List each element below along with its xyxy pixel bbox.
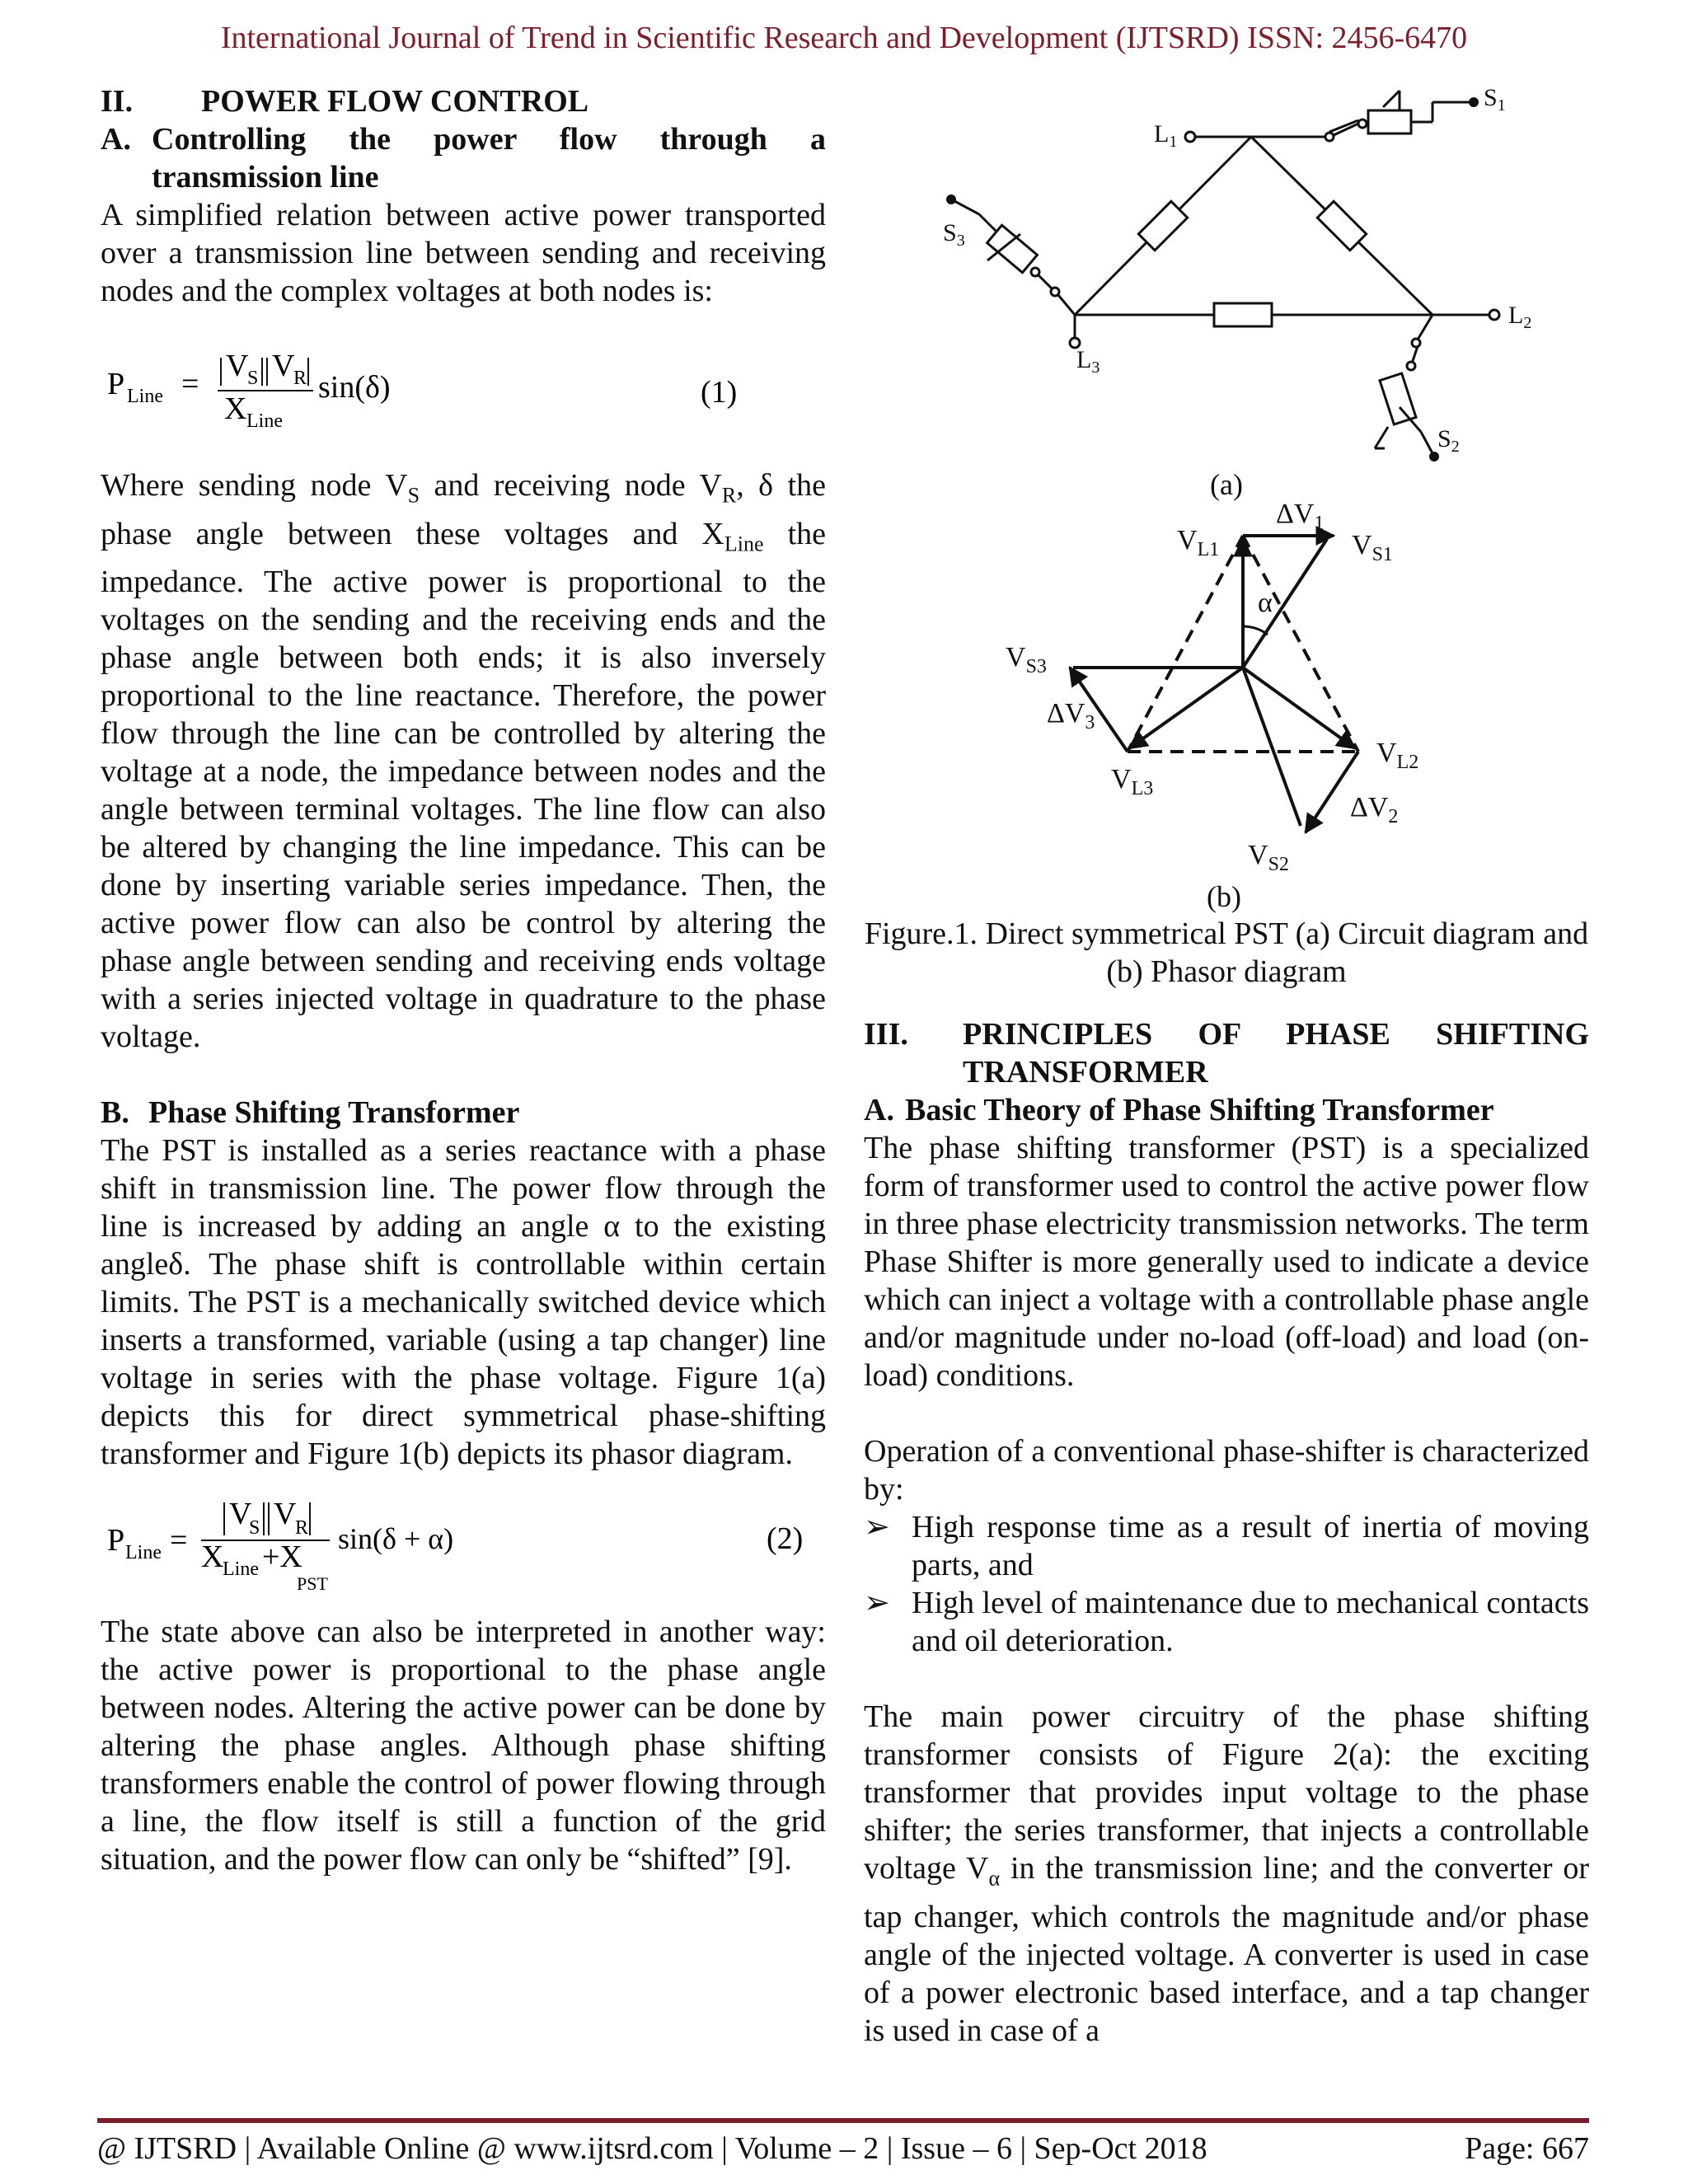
- equation-1: [101, 318, 826, 442]
- terminal-s2: [1429, 452, 1439, 462]
- figure-1b-label: (b): [1207, 880, 1241, 913]
- figure-1b-phasor: [864, 503, 1589, 915]
- label-vs2: $V_{S2}$: [1248, 840, 1289, 875]
- terminal-s3: [946, 194, 956, 204]
- paragraph-3c: [864, 1698, 1589, 2050]
- para-a2-sub-s: S: [407, 483, 420, 508]
- terminal-l1: [1185, 132, 1195, 142]
- terminal-l2: [1489, 310, 1499, 320]
- para-3c-text: in the transmission line; and the converter or tap changer, which controls the magnitude and/or phase angle of the injected voltage. A converter is used in case of a power electronic based interface, and a tap changer is used in case of a: [864, 1851, 1589, 2048]
- section-3-number: III.: [864, 1017, 908, 1052]
- eq2-num-v1: V: [229, 1497, 252, 1532]
- subsection-a-heading: [101, 120, 826, 196]
- section-2-heading: [101, 82, 826, 120]
- figure-1a-circuit: [864, 77, 1589, 506]
- regulating-winding-s2: [1380, 373, 1416, 424]
- paragraph-b: The PST is installed as a series reactance with a phase shift in transmission line. The power flow through the line is increased by adding an angle α to the existing angleδ. The phase shift is controllable within certain limits. The PST is a mechanically switched device which inserts a transformed, variable (using a tap changer) line voltage in series with the phase voltage. Figure 1(a) depicts this for direct symmetrical phase-shifting transformer and Figure 1(b) depicts its phasor diagram.: [101, 1133, 826, 1472]
- label-vl2: $V_{L2}$: [1376, 738, 1419, 773]
- subsection-3a-label: A.: [864, 1093, 894, 1127]
- eq2-sub-r: R: [295, 1517, 309, 1540]
- label-vs1: $V_{S1}$: [1352, 530, 1393, 565]
- eq2-number: (2): [767, 1521, 804, 1557]
- eq1-number: (1): [701, 375, 738, 410]
- label-vl3: $V_{L3}$: [1111, 764, 1154, 799]
- eq2-den-sub2: PST: [297, 1573, 328, 1595]
- phasor-vl2: [1243, 668, 1355, 748]
- figure-1a-label: (a): [1210, 468, 1243, 501]
- impedance-bottom: [1214, 303, 1272, 326]
- bullet-item: [864, 1584, 1589, 1660]
- label-dv2: $\Delta V_2$: [1350, 792, 1399, 827]
- subsection-b-title: Phase Shifting Transformer: [148, 1095, 520, 1131]
- subsection-a-title-line1: Controlling the power flow through a: [152, 122, 826, 157]
- eq1-sub-r: R: [293, 368, 307, 389]
- eq2-lhs-sub: Line: [125, 1542, 162, 1564]
- section-2-number: II.: [101, 84, 134, 119]
- eq2-sub-s: S: [249, 1517, 260, 1540]
- alpha-arc: [1243, 626, 1268, 635]
- bullet-arrow-icon: ➢: [864, 1510, 890, 1544]
- label-l3: $L_3$: [1076, 346, 1100, 377]
- section-3-heading: [864, 1015, 1589, 1091]
- para-a2-text: , δ the phase angle between these voltages and X: [101, 468, 826, 551]
- subsection-3a-heading: [864, 1091, 1589, 1129]
- eq1-func: sin(δ): [318, 370, 391, 405]
- equation-2-svg: [101, 1481, 826, 1596]
- footer-info: @ IJTSRD | Available Online @ www.ijtsrd.com | Volume – 2 | Issue – 6 | Sep-Oct 2018: [97, 2131, 1207, 2166]
- para-a2-sub-line: Line: [724, 532, 764, 556]
- impedance-left: [1138, 201, 1187, 250]
- para-3c-text: The main power circuitry of the phase shifting transformer consists of Figure 2(a): the exciting transformer that provides input voltage to the phase shifter; the series transformer, that injects a controllable voltage V: [864, 1699, 1589, 1886]
- eq1-den: X: [224, 391, 247, 426]
- subsection-b-heading: [101, 1094, 826, 1132]
- subsection-3a-title: Basic Theory of Phase Shifting Transformer: [905, 1093, 1494, 1127]
- section-3-title-line2: TRANSFORMER: [963, 1055, 1208, 1090]
- label-dv1: $\Delta V_1$: [1276, 503, 1325, 534]
- label-s2: $S_2$: [1437, 425, 1460, 456]
- label-l1: $L_1$: [1154, 120, 1178, 151]
- paragraph-a: A simplified relation between active power transported over a transmission line between sending and receiving nodes and the complex voltages at both nodes is:: [101, 198, 826, 308]
- paragraph-3b: Operation of a conventional phase-shifter is characterized by:: [864, 1434, 1589, 1507]
- label-dv3: $\Delta V_3$: [1047, 698, 1095, 733]
- para-3c-sub-alpha: α: [988, 1866, 1001, 1891]
- label-vl1: $V_{L1}$: [1177, 525, 1220, 560]
- eq2-func: sin(δ + α): [338, 1522, 454, 1556]
- para-a2-text: and receiving node V: [420, 468, 722, 503]
- paragraph-a2: [101, 466, 826, 1056]
- para-a2-text: the impedance. The active power is proportional to the voltages on the sending and the receiving ends and the phase angle between both ends; it is also inversely proportional to the line reactance. Therefore, the power flow through the line can be controlled by altering the voltage at a node, the impedance between nodes and the angle between terminal voltages. The line flow can also be altered by changing the line impedance. This can be done by inserting variable series impedance. Then, the active power flow can also be control by altering the phase angle between sending and receiving ends voltage with a series injected voltage in quadrature to the phase voltage.: [101, 516, 826, 1055]
- eq2-num-v2: V: [274, 1497, 297, 1532]
- bullet-text: High response time as a result of inertia of moving parts, and: [912, 1510, 1589, 1582]
- impedance-right: [1317, 201, 1366, 250]
- figure-1-caption: Figure.1. Direct symmetrical PST (a) Circuit diagram and (b) Phasor diagram: [864, 916, 1589, 989]
- equation-1-svg: [101, 318, 826, 442]
- section-3-title-line1: PRINCIPLES OF PHASE SHIFTING: [963, 1017, 1589, 1052]
- regulating-winding-s1: [1368, 110, 1411, 134]
- bullet-item: [864, 1508, 1589, 1584]
- terminal-s1: [1469, 97, 1479, 107]
- regulating-winding-s3: [987, 225, 1038, 272]
- paragraph-b2: The state above can also be interpreted in another way: the active power is proportional to the phase angle between nodes. Altering the active power can be done by altering the phase angles. Although phase shifting transformers enable the control of power flowing through a line, the flow itself is still a function of the grid situation, and the power flow can only be “shifted” [9].: [101, 1615, 826, 1877]
- label-s3: $S_3$: [943, 219, 965, 250]
- section-2-title: POWER FLOW CONTROL: [201, 84, 589, 119]
- eq1-lhs: P: [107, 367, 125, 401]
- journal-header: International Journal of Trend in Scientific Research and Development (IJTSRD) ISSN: 2456-6470: [220, 21, 1468, 55]
- eq2-den-plus: +X: [262, 1540, 302, 1575]
- eq2-den-sub: Line: [223, 1558, 259, 1581]
- label-alpha: α: [1258, 588, 1273, 618]
- right-column: [864, 77, 1589, 2050]
- eq1-num-v2: V: [272, 349, 295, 383]
- dashed-vl1-vl3: [1128, 536, 1243, 752]
- label-vs3: $V_{S3}$: [1006, 642, 1047, 677]
- eq2-den: X: [201, 1540, 224, 1575]
- label-s1: $S_1$: [1484, 84, 1506, 115]
- phasor-vs2: [1243, 668, 1301, 826]
- eq1-den-sub: Line: [246, 410, 283, 432]
- label-l2: $L_2$: [1508, 302, 1532, 332]
- phasor-vl3: [1129, 668, 1243, 748]
- bullet-text: High level of maintenance due to mechanical contacts and oil deterioration.: [912, 1586, 1589, 1658]
- page-footer: [97, 2130, 1589, 2167]
- subsection-a-title-line2: transmission line: [152, 160, 379, 194]
- footer-rule: [97, 2118, 1589, 2123]
- equation-2: [101, 1481, 826, 1596]
- eq1-num-v1: V: [226, 349, 249, 383]
- left-column: [101, 82, 826, 1878]
- para-a2-sub-r: R: [721, 483, 737, 508]
- paragraph-3a: The phase shifting transformer (PST) is a specialized form of transformer used to control the active power flow in three phase electricity transmission networks. The term Phase Shifter is more generally used to indicate a device which can inject a voltage with a controllable phase angle and/or magnitude under no-load (off-load) and load (on-load) conditions.: [864, 1131, 1589, 1393]
- page-number: Page: 667: [1465, 2131, 1589, 2166]
- subsection-a-label: A.: [101, 122, 131, 157]
- eq2-lhs: P: [107, 1523, 125, 1558]
- eq1-sub-s: S: [247, 368, 259, 389]
- para-a2-text: Where sending node V: [101, 468, 408, 503]
- eq2-equals: =: [170, 1523, 188, 1558]
- bullet-arrow-icon: ➢: [864, 1586, 890, 1620]
- subsection-b-label: B.: [101, 1095, 129, 1131]
- eq1-equals: =: [181, 367, 199, 401]
- eq1-lhs-sub: Line: [127, 386, 163, 407]
